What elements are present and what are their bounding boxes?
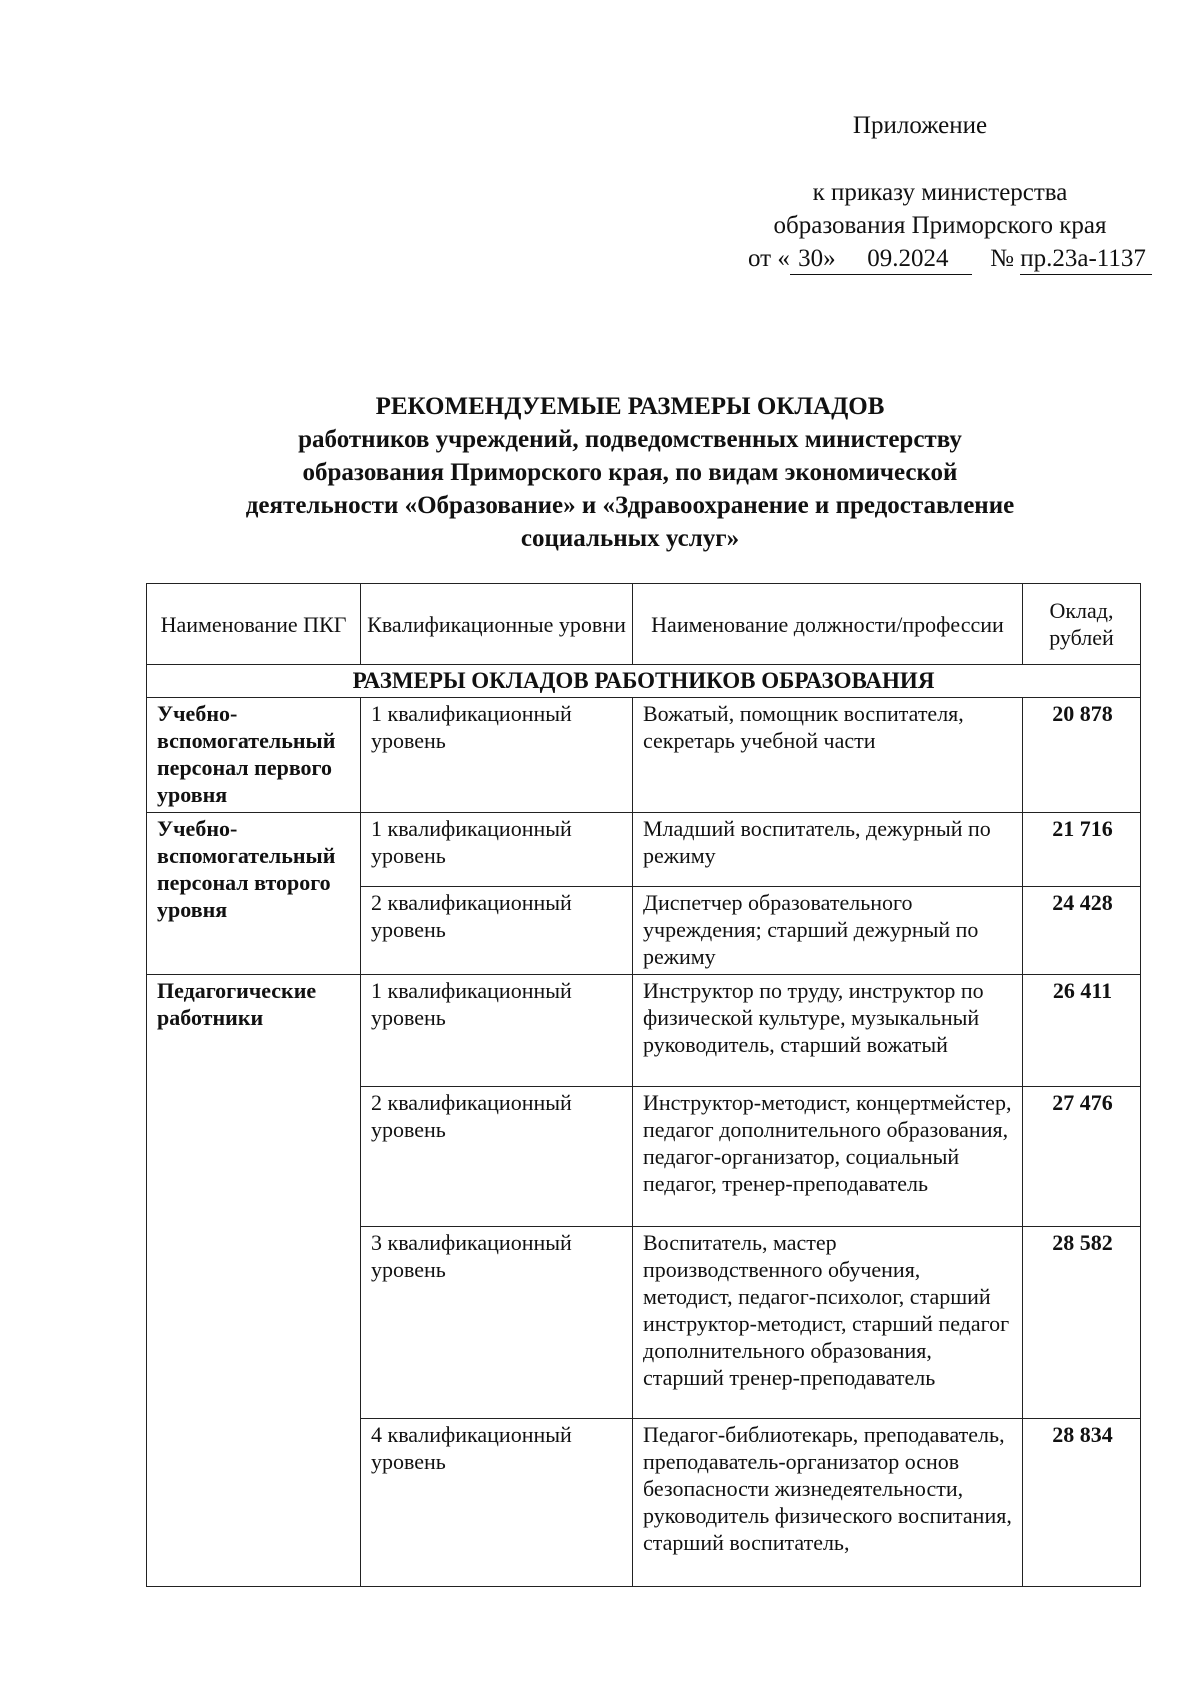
document-title bbox=[150, 390, 1110, 555]
header-salary: Оклад, рублей bbox=[1023, 584, 1141, 665]
order-date-number-line bbox=[748, 242, 1152, 275]
position-cell: Вожатый, помощник воспитателя, секретарь учебной части bbox=[633, 698, 1023, 813]
header-level: Квалификационные уровни bbox=[361, 584, 633, 665]
position-cell: Воспитатель, мастер производственного обучения, методист, педагог-психолог, старший инструктор-методист, старший педагог дополнительного образования, старший тренер-преподаватель bbox=[633, 1227, 1023, 1419]
pkg-cell: Учебно-вспомогательный персонал первого уровня bbox=[147, 698, 361, 813]
number-prefix: № bbox=[990, 245, 1014, 272]
salary-cell: 28 834 bbox=[1023, 1419, 1141, 1587]
salary-cell: 26 411 bbox=[1023, 975, 1141, 1087]
level-cell: 1 квалификационный уровень bbox=[361, 975, 633, 1087]
position-cell: Младший воспитатель, дежурный по режиму bbox=[633, 813, 1023, 887]
level-cell: 1 квалификационный уровень bbox=[361, 813, 633, 887]
level-cell: 1 квалификационный уровень bbox=[361, 698, 633, 813]
table-row bbox=[147, 975, 1141, 1087]
position-cell: Педагог-библиотекарь, преподаватель, преподаватель-организатор основ безопасности жизнедеятельности, руководитель физического воспитания, старший воспитатель, bbox=[633, 1419, 1023, 1587]
level-cell: 2 квалификационный уровень bbox=[361, 887, 633, 975]
ministry-line: образования Приморского края bbox=[773, 212, 1107, 239]
level-cell: 3 квалификационный уровень bbox=[361, 1227, 633, 1419]
table-header-row bbox=[147, 584, 1141, 665]
date-day: 30» bbox=[790, 244, 844, 275]
pkg-cell: Педагогические работники bbox=[147, 975, 361, 1587]
table-row bbox=[147, 698, 1141, 813]
salary-cell: 27 476 bbox=[1023, 1087, 1141, 1227]
position-cell: Инструктор-методист, концертмейстер, педагог дополнительного образования, педагог-организатор, социальный педагог, тренер-преподаватель bbox=[633, 1087, 1023, 1227]
header-position: Наименование должности/профессии bbox=[633, 584, 1023, 665]
salary-cell: 21 716 bbox=[1023, 813, 1141, 887]
title-line-2: работников учреждений, подведомственных министерству bbox=[298, 426, 962, 453]
pkg-cell: Учебно-вспомогательный персонал второго уровня bbox=[147, 813, 361, 975]
title-line-1: РЕКОМЕНДУЕМЫЕ РАЗМЕРЫ ОКЛАДОВ bbox=[375, 393, 885, 420]
title-line-5: социальных услуг» bbox=[520, 525, 740, 552]
order-reference-line: к приказу министерства bbox=[812, 179, 1068, 206]
title-line-3: образования Приморского края, по видам экономической bbox=[302, 459, 958, 486]
section-title: РАЗМЕРЫ ОКЛАДОВ РАБОТНИКОВ ОБРАЗОВАНИЯ bbox=[147, 665, 1141, 698]
date-prefix: от « bbox=[748, 245, 790, 272]
position-cell: Инструктор по труду, инструктор по физической культуре, музыкальный руководитель, старший вожатый bbox=[633, 975, 1023, 1087]
title-line-4: деятельности «Образование» и «Здравоохранение и предоставление bbox=[245, 492, 1015, 519]
table-row bbox=[147, 813, 1141, 887]
header-pkg: Наименование ПКГ bbox=[147, 584, 361, 665]
salary-cell: 24 428 bbox=[1023, 887, 1141, 975]
salary-table bbox=[146, 583, 1141, 1587]
salary-cell: 28 582 bbox=[1023, 1227, 1141, 1419]
level-cell: 4 квалификационный уровень bbox=[361, 1419, 633, 1587]
section-row bbox=[147, 665, 1141, 698]
salary-cell: 20 878 bbox=[1023, 698, 1141, 813]
order-number: пр.23а-1137 bbox=[1020, 244, 1152, 275]
date-month-year: 09.2024 bbox=[844, 244, 972, 275]
position-cell: Диспетчер образовательного учреждения; старший дежурный по режиму bbox=[633, 887, 1023, 975]
level-cell: 2 квалификационный уровень bbox=[361, 1087, 633, 1227]
appendix-label: Приложение bbox=[852, 112, 988, 139]
